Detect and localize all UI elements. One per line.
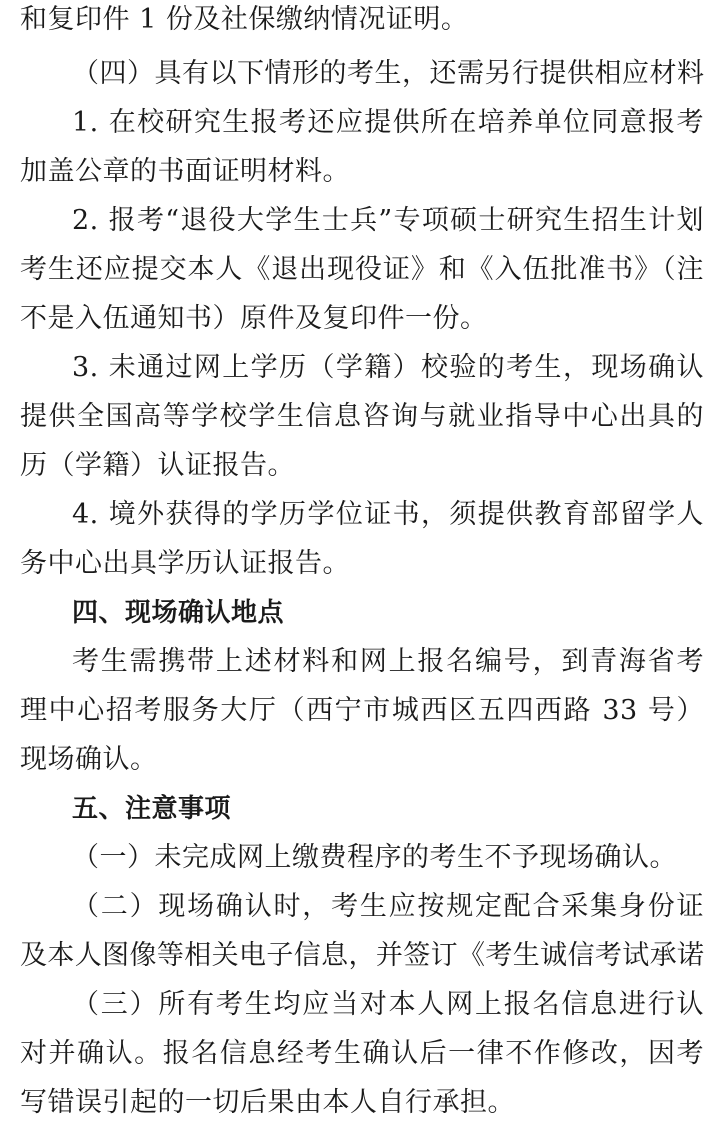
text-line: 加盖公章的书面证明材料。 — [20, 156, 350, 187]
text-line: 现场确认。 — [20, 744, 158, 775]
text-line: （二）现场确认时，考生应按规定配合采集身份证 — [72, 891, 704, 922]
text-line: 务中心出具学历认证报告。 — [20, 548, 350, 579]
text-line: 1. 在校研究生报考还应提供所在培养单位同意报考 — [72, 107, 704, 138]
text-line: 3. 未通过网上学历（学籍）校验的考生，现场确认 — [72, 352, 704, 383]
text-line: 考生需携带上述材料和网上报名编号，到青海省考 — [72, 646, 704, 677]
text-line: 对并确认。报名信息经考生确认后一律不作修改，因考 — [20, 1038, 704, 1069]
text-line: 考生还应提交本人《退出现役证》和《入伍批准书》（注 — [20, 254, 704, 285]
section-heading-location: 四、现场确认地点 — [72, 598, 285, 628]
text-line: 2. 报考“退役大学生士兵”专项硕士研究生招生计划 — [72, 205, 704, 236]
text-line: 及本人图像等相关电子信息，并签订《考生诚信考试承诺 — [20, 940, 704, 971]
text-line: 4. 境外获得的学历学位证书，须提供教育部留学人 — [72, 499, 704, 530]
text-line: （三）所有考生均应当对本人网上报名信息进行认 — [72, 989, 704, 1020]
text-line: 提供全国高等学校学生信息咨询与就业指导中心出具的 — [20, 401, 704, 432]
section-heading-notes: 五、注意事项 — [72, 794, 232, 824]
text-line: （一）未完成网上缴费程序的考生不予现场确认。 — [72, 842, 677, 873]
text-line: 理中心招考服务大厅（西宁市城西区五四西路 33 号） — [20, 695, 704, 726]
text-line: 写错误引起的一切后果由本人自行承担。 — [20, 1087, 515, 1118]
text-line: 和复印件 1 份及社保缴纳情况证明。 — [20, 4, 469, 35]
text-line: 不是入伍通知书）原件及复印件一份。 — [20, 303, 488, 334]
text-line: 历（学籍）认证报告。 — [20, 450, 295, 481]
text-line: （四）具有以下情形的考生，还需另行提供相应材料 — [72, 58, 705, 89]
